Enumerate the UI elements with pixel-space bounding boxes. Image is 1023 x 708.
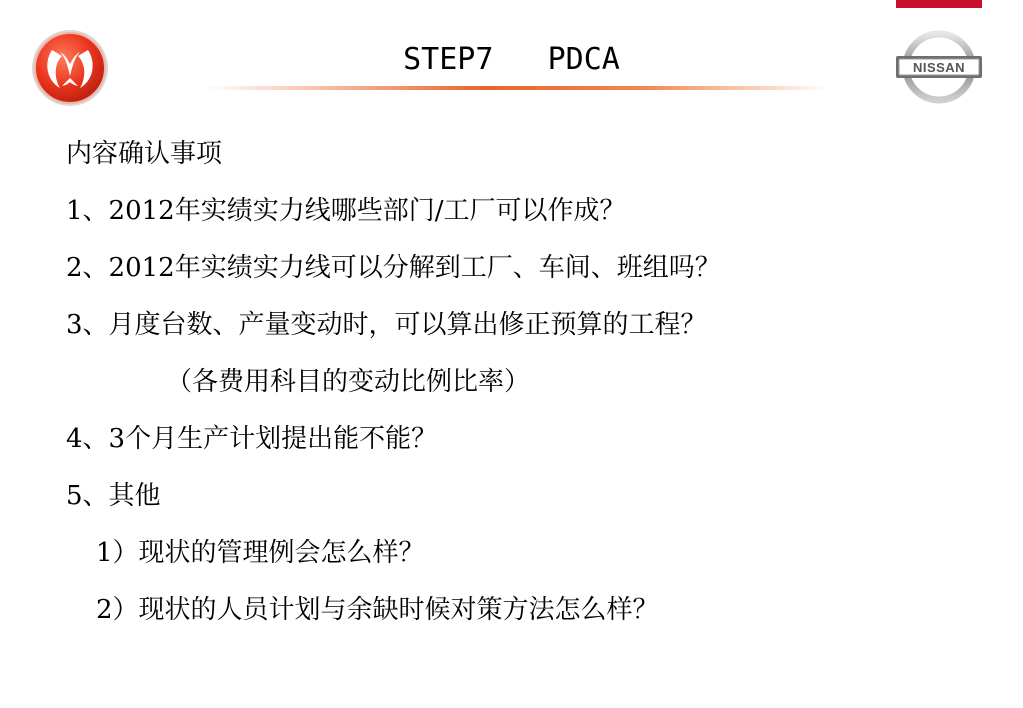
- content-heading: 内容确认事项: [66, 139, 223, 169]
- list-item: 3、月度台数、产量变动时，可以算出修正预算的工程？: [66, 310, 707, 340]
- nissan-logo-icon: [894, 28, 984, 106]
- list-item: 4、3个月生产计划提出能不能？: [66, 424, 438, 454]
- list-item-note: （各费用科目的变动比例比率）: [166, 367, 531, 397]
- title-underline: [205, 86, 830, 90]
- sub-list-item: 2）现状的人员计划与余缺时候对策方法怎么样？: [96, 595, 659, 625]
- nissan-logo-text: NISSAN: [912, 60, 966, 75]
- page-title: STEP7 PDCA: [403, 42, 620, 77]
- content-list: [66, 126, 966, 639]
- list-item: 2、2012年实绩实力线可以分解到工厂、车间、班组吗？: [66, 253, 721, 283]
- list-item: 1、2012年实绩实力线哪些部门/工厂可以作成？: [66, 196, 626, 226]
- list-item: 5、其他: [66, 481, 161, 511]
- corner-accent-bar: [896, 0, 982, 8]
- sub-list-item: 1）现状的管理例会怎么样？: [96, 538, 425, 568]
